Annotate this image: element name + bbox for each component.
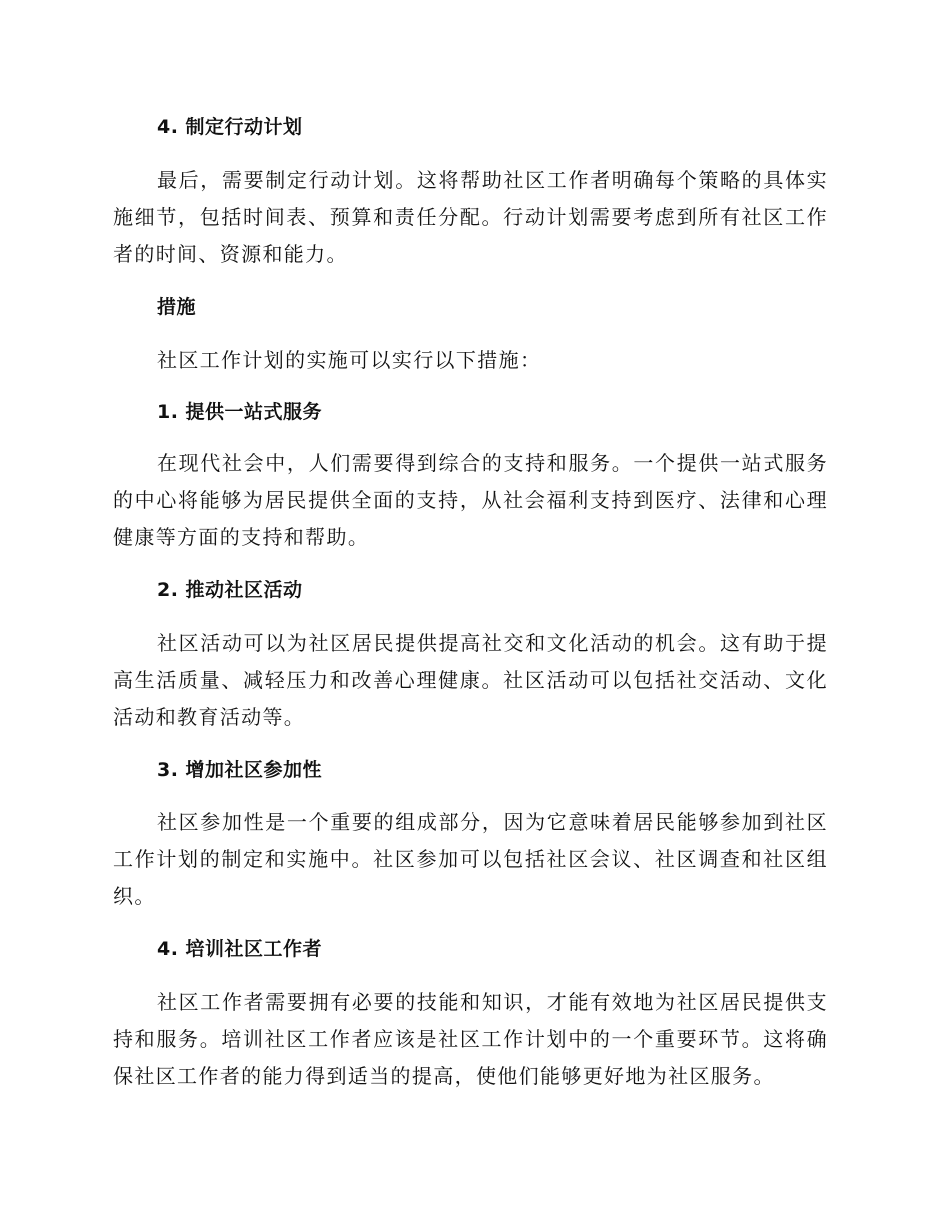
section-heading-action-plan: 4. 制定行动计划 (157, 116, 303, 138)
section-heading-participation: 3. 增加社区参加性 (157, 759, 323, 781)
paragraph-training: 社区工作者需要拥有必要的技能和知识，才能有效地为社区居民提供支持和服务。培训社区工作者应该是社区工作计划中的一个重要环节。这将确保社区工作者的能力得到适当的提高，使他们能够更好地为社区服务。 (113, 990, 828, 1088)
paragraph-one-stop-service: 在现代社会中，人们需要得到综合的支持和服务。一个提供一站式服务的中心将能够为居民提供全面的支持，从社会福利支持到医疗、法律和心理健康等方面的支持和帮助。 (113, 451, 828, 549)
paragraph-community-activities: 社区活动可以为社区居民提供提高社交和文化活动的机会。这有助于提高生活质量、减轻压力和改善心理健康。社区活动可以包括社交活动、文化活动和教育活动等。 (113, 631, 828, 729)
paragraph-participation: 社区参加性是一个重要的组成部分，因为它意味着居民能够参加到社区工作计划的制定和实施中。社区参加可以包括社区会议、社区调查和社区组织。 (113, 810, 828, 908)
section-heading-measures: 措施 (157, 296, 197, 318)
section-heading-training: 4. 培训社区工作者 (157, 938, 323, 960)
paragraph-measures-intro: 社区工作计划的实施可以实行以下措施： (157, 348, 542, 372)
section-heading-one-stop-service: 1. 提供一站式服务 (157, 401, 323, 423)
paragraph-action-plan: 最后，需要制定行动计划。这将帮助社区工作者明确每个策略的具体实施细节，包括时间表、预算和责任分配。行动计划需要考虑到所有社区工作者的时间、资源和能力。 (113, 168, 828, 266)
section-heading-community-activities: 2. 推动社区活动 (157, 579, 303, 601)
